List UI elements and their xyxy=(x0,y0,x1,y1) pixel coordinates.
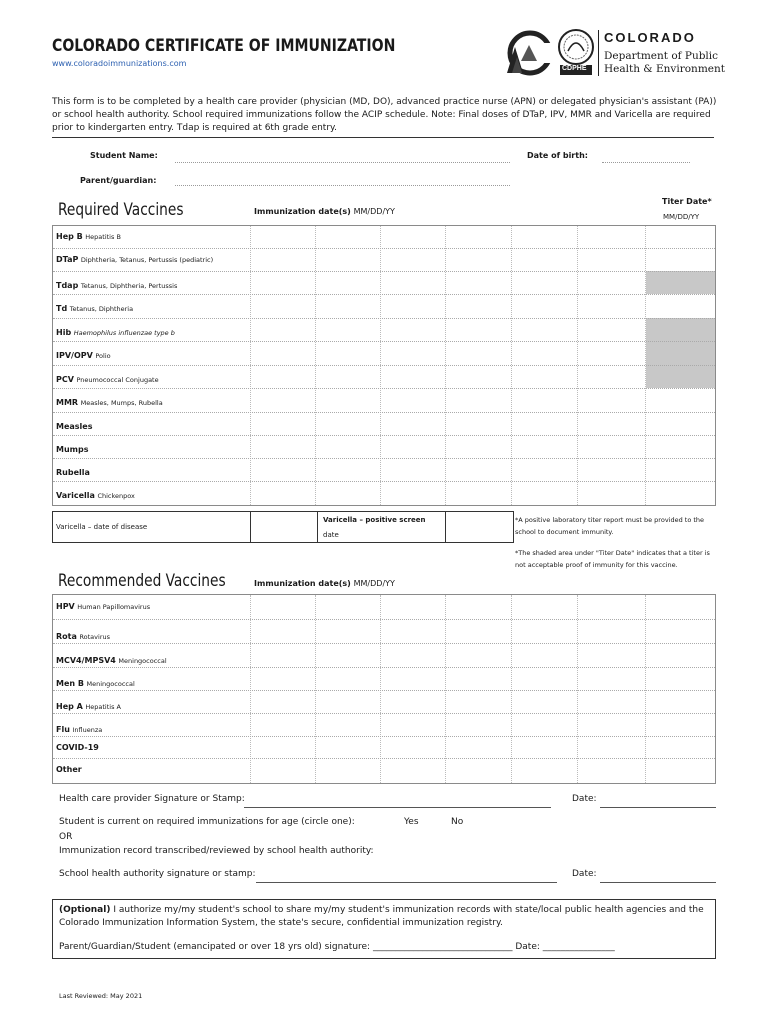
table-row[interactable] xyxy=(53,736,715,759)
vaccine-desc: Diphtheria, Tetanus, Pertussis (pediatric) xyxy=(80,256,214,264)
table-row[interactable] xyxy=(53,713,715,737)
vaccine-abbr: Rota xyxy=(56,632,77,641)
vaccine-abbr: COVID-19 xyxy=(56,743,99,752)
vaccine-abbr: Varicella xyxy=(56,491,95,500)
or-label: OR xyxy=(59,832,73,842)
vaccine-desc: Meningococcal xyxy=(86,680,135,688)
vaccine-name xyxy=(56,375,159,384)
vaccine-desc: Hepatitis A xyxy=(85,703,121,711)
vaccine-name xyxy=(56,351,111,360)
recommended-vaccines-heading: Recommended Vaccines xyxy=(58,571,226,591)
table-row[interactable] xyxy=(53,365,715,389)
table-row[interactable] xyxy=(53,690,715,714)
vaccine-name xyxy=(56,632,110,641)
vaccine-abbr: MCV4/MPSV4 xyxy=(56,656,116,665)
optional-consent-box xyxy=(52,899,716,959)
vaccine-abbr: Men B xyxy=(56,679,84,688)
logo-divider xyxy=(598,30,599,76)
vaccine-desc: Tetanus, Diphtheria xyxy=(69,305,134,313)
titer-date-format: MM/DD/YY xyxy=(663,213,700,221)
current-immunizations-label: Student is current on required immunizations for age (circle one): xyxy=(59,817,355,827)
vaccine-abbr: Tdap xyxy=(56,281,79,290)
intro-text: This form is to be completed by a health care provider (physician (MD, DO), advanced practice nurse (APN) or delegated physician's assistant (PA)) or school health authority. School required immunizations follow the ACIP schedule. Note: Final doses of DTaP, IPV, MMR and Varicella are required prior to kindergarten entry. Tdap is required at 6th grade entry. xyxy=(52,97,717,133)
parent-label: Parent/guardian: xyxy=(80,176,157,185)
parent-signature-line[interactable] xyxy=(59,942,615,952)
recommended-date-label-text: Immunization date(s) xyxy=(254,579,351,588)
vaccine-desc: Meningococcal xyxy=(118,657,167,665)
last-reviewed: Last Reviewed: May 2021 xyxy=(59,992,143,1000)
vaccine-abbr: Rubella xyxy=(56,468,90,477)
table-row[interactable] xyxy=(53,643,715,668)
vaccine-name xyxy=(56,702,121,711)
vaccine-name xyxy=(56,679,135,688)
vaccine-abbr: DTaP xyxy=(56,255,79,264)
vaccine-desc: Rotavirus xyxy=(79,633,111,641)
optional-body: I authorize my/my student's school to share my/my student's immunization records with state/local public health agencies and the Colorado Immunization Information System, the state's secure, confidential immunization registry. xyxy=(59,905,704,928)
required-vaccines-heading: Required Vaccines xyxy=(58,200,184,220)
vaccine-abbr: Flu xyxy=(56,725,70,734)
vaccine-abbr: Hep B xyxy=(56,232,83,241)
logo-dept-line2: Health & Environment xyxy=(604,63,725,75)
table-row[interactable] xyxy=(53,341,715,366)
logo-dept-line1: Department of Public xyxy=(604,50,719,62)
vaccine-abbr: Td xyxy=(56,304,68,313)
vaccine-abbr: Mumps xyxy=(56,445,89,454)
vaccine-name xyxy=(56,304,133,313)
varicella-disease-box xyxy=(52,511,514,543)
provider-signature-label: Health care provider Signature or Stamp: xyxy=(59,794,245,804)
table-row[interactable] xyxy=(53,294,715,319)
provider-date-label: Date: xyxy=(572,794,597,804)
varicella-screen-date[interactable] xyxy=(445,512,514,542)
vaccine-name xyxy=(56,445,88,454)
school-signature-field[interactable] xyxy=(256,882,557,883)
vaccine-abbr: IPV/OPV xyxy=(56,351,93,360)
table-row[interactable] xyxy=(53,318,715,342)
table-row[interactable] xyxy=(53,412,715,436)
table-row[interactable] xyxy=(53,758,715,782)
vaccine-name xyxy=(56,398,163,407)
provider-date-field[interactable] xyxy=(600,807,716,808)
required-date-label xyxy=(254,207,395,216)
intro-divider xyxy=(52,137,714,138)
table-row[interactable] xyxy=(53,595,715,620)
vaccine-name xyxy=(56,255,213,264)
yes-option[interactable]: Yes xyxy=(404,817,419,827)
no-option[interactable]: No xyxy=(451,817,464,827)
varicella-disease-label: Varicella – date of disease xyxy=(56,523,148,531)
vaccine-name xyxy=(56,765,82,774)
vaccine-abbr: Measles xyxy=(56,422,93,431)
vaccine-abbr: HPV xyxy=(56,602,75,611)
student-name-label: Student Name: xyxy=(90,151,158,160)
parent-signature-label: Parent/Guardian/Student (emancipated or over 18 yrs old) signature: xyxy=(59,942,371,952)
seal-label: CDPHE xyxy=(562,65,587,72)
vaccine-abbr: Hep A xyxy=(56,702,83,711)
form-title: COLORADO CERTIFICATE OF IMMUNIZATION xyxy=(52,36,396,56)
colorado-c-logo-icon xyxy=(503,27,553,77)
vaccine-desc: Measles, Mumps, Rubella xyxy=(80,399,163,407)
vaccine-abbr: Hib xyxy=(56,328,72,337)
vaccine-name xyxy=(56,232,121,241)
vaccine-desc: Hepatitis B xyxy=(85,233,121,241)
required-vaccines-table xyxy=(52,225,716,506)
parent-date-blank[interactable]: ________________ xyxy=(542,942,615,952)
table-row[interactable] xyxy=(53,226,715,249)
vaccine-desc: Chickenpox xyxy=(97,492,135,500)
parent-field[interactable] xyxy=(175,185,510,186)
vaccine-desc: Human Papillomavirus xyxy=(77,603,151,611)
vaccine-name xyxy=(56,491,135,500)
vaccine-name xyxy=(56,468,90,477)
varicella-disease-date[interactable] xyxy=(250,512,318,542)
table-row[interactable] xyxy=(53,619,715,644)
vaccine-name xyxy=(56,656,167,665)
varicella-screen-label: Varicella – positive screen xyxy=(323,516,426,524)
table-row[interactable] xyxy=(53,388,715,413)
recommended-date-format: MM/DD/YY xyxy=(353,579,395,588)
vaccine-name xyxy=(56,281,177,290)
optional-consent-text xyxy=(59,904,711,930)
table-row[interactable] xyxy=(53,481,715,504)
provider-signature-field[interactable] xyxy=(244,807,551,808)
vaccine-name xyxy=(56,602,150,611)
logo-dept xyxy=(604,50,725,76)
vaccine-desc: Pneumococcal Conjugate xyxy=(76,376,159,384)
vaccine-abbr: MMR xyxy=(56,398,79,407)
vaccine-abbr: Other xyxy=(56,765,82,774)
vaccine-name xyxy=(56,725,102,734)
transcribed-label: Immunization record transcribed/reviewed by school health authority: xyxy=(59,846,374,856)
vaccine-desc: Influenza xyxy=(72,726,103,734)
vaccine-name xyxy=(56,328,175,337)
titer-note-1: *A positive laboratory titer report must be provided to the school to document immunity. xyxy=(515,516,705,536)
vaccine-desc: Haemophilus influenzae type b xyxy=(73,329,175,337)
titer-note-2: *The shaded area under "Titer Date" indicates that a titer is not acceptable proof of immunity for this vaccine. xyxy=(515,549,710,569)
table-row[interactable] xyxy=(53,667,715,691)
vaccine-name xyxy=(56,743,99,752)
student-name-field[interactable] xyxy=(175,162,510,163)
titer-date-label: Titer Date* xyxy=(662,197,712,206)
recommended-date-label xyxy=(254,579,395,588)
school-signature-label: School health authority signature or stamp: xyxy=(59,869,256,879)
table-row[interactable] xyxy=(53,271,715,295)
required-date-format: MM/DD/YY xyxy=(353,207,395,216)
school-date-field[interactable] xyxy=(600,882,716,883)
logo-state: COLORADO xyxy=(604,30,696,45)
colorado-logo xyxy=(503,27,553,77)
website-link[interactable]: www.coloradoimmunizations.com xyxy=(52,59,187,68)
dob-field[interactable] xyxy=(602,162,690,163)
vaccine-desc: Polio xyxy=(95,352,111,360)
parent-date-label: Date: xyxy=(515,942,540,952)
vaccine-name xyxy=(56,422,92,431)
varicella-screen-date-label: date xyxy=(323,531,339,539)
optional-label: (Optional) xyxy=(59,905,111,915)
cdphe-seal xyxy=(556,27,596,77)
recommended-vaccines-table xyxy=(52,594,716,784)
school-date-label: Date: xyxy=(572,869,597,879)
dob-label: Date of birth: xyxy=(527,151,588,160)
vaccine-abbr: PCV xyxy=(56,375,74,384)
parent-signature-blank[interactable]: _______________________________ xyxy=(372,942,513,952)
table-row[interactable] xyxy=(53,458,715,482)
table-row[interactable] xyxy=(53,248,715,272)
vaccine-desc: Tetanus, Diphtheria, Pertussis xyxy=(80,282,178,290)
table-row[interactable] xyxy=(53,435,715,459)
required-date-label-text: Immunization date(s) xyxy=(254,207,351,216)
